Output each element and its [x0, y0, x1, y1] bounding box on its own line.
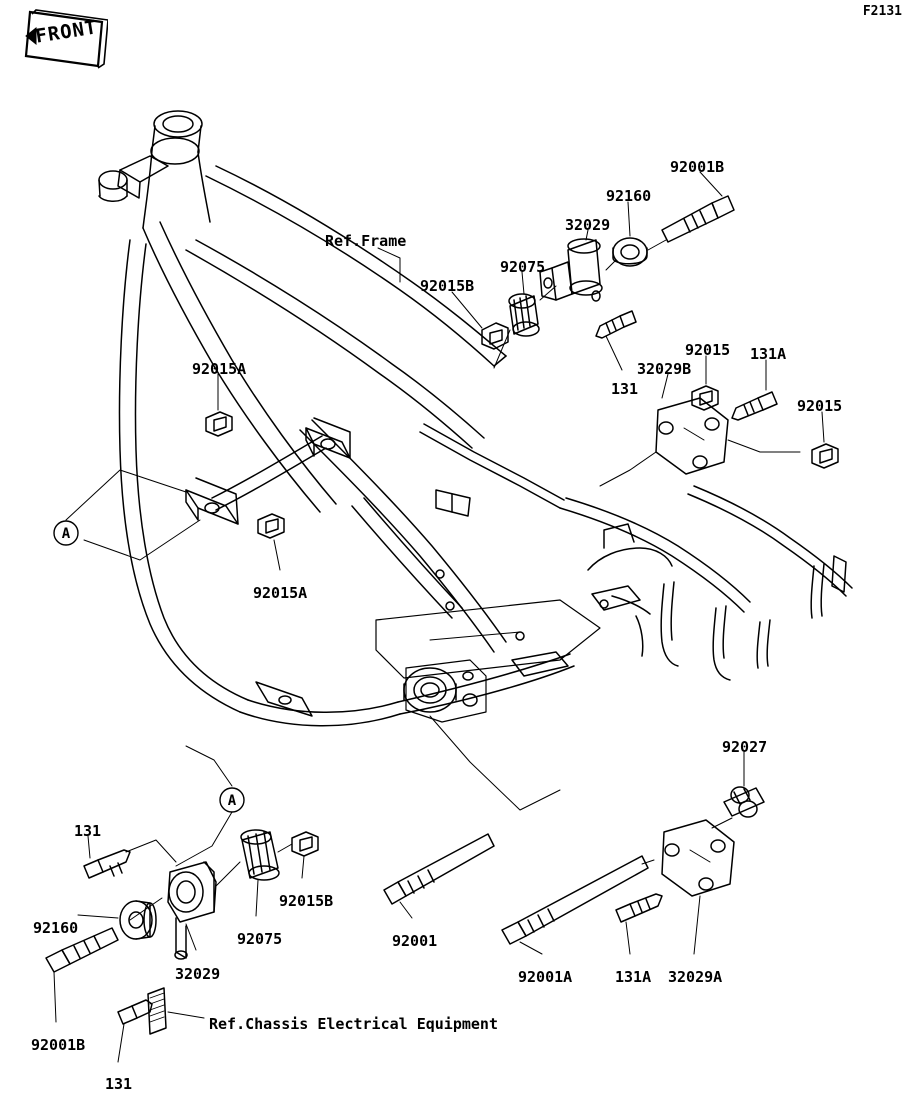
callout-131-left: 131	[74, 822, 102, 840]
callout-92027: 92027	[722, 738, 768, 756]
front-badge-label: FRONT	[34, 16, 99, 48]
callout-92001B-bottom: 92001B	[31, 1036, 86, 1054]
callout-92015B-top: 92015B	[420, 277, 475, 295]
callout-ref-chassis-electrical: Ref.Chassis Electrical Equipment	[209, 1015, 498, 1033]
callout-ref-frame: Ref.Frame	[325, 232, 407, 250]
callout-131A-bottom: 131A	[615, 968, 652, 986]
callout-92015A-lower: 92015A	[253, 584, 308, 602]
marker-a-bottom: A	[227, 793, 237, 809]
callout-92015B-left: 92015B	[279, 892, 334, 910]
callout-92001B-top: 92001B	[670, 158, 725, 176]
callout-92015-right: 92015	[797, 397, 843, 415]
callout-92160-top: 92160	[606, 187, 652, 205]
callout-131A-mid: 131A	[750, 345, 787, 363]
callout-92001: 92001	[392, 932, 438, 950]
callout-131-bottom: 131	[105, 1075, 133, 1093]
callout-92001A: 92001A	[518, 968, 573, 986]
figure-code: F2131	[862, 4, 902, 19]
callout-32029-top: 32029	[565, 216, 611, 234]
callout-32029A: 32029A	[668, 968, 723, 986]
callout-92075-left: 92075	[237, 930, 283, 948]
callout-131-top: 131	[611, 380, 639, 398]
callout-92015A-upper: 92015A	[192, 360, 247, 378]
callout-32029B: 32029B	[637, 360, 692, 378]
callout-32029-left: 32029	[175, 965, 221, 983]
marker-a-left: A	[61, 526, 71, 542]
callout-92160-left: 92160	[33, 919, 79, 937]
callout-92015-mid: 92015	[685, 341, 731, 359]
callout-92075-top: 92075	[500, 258, 546, 276]
